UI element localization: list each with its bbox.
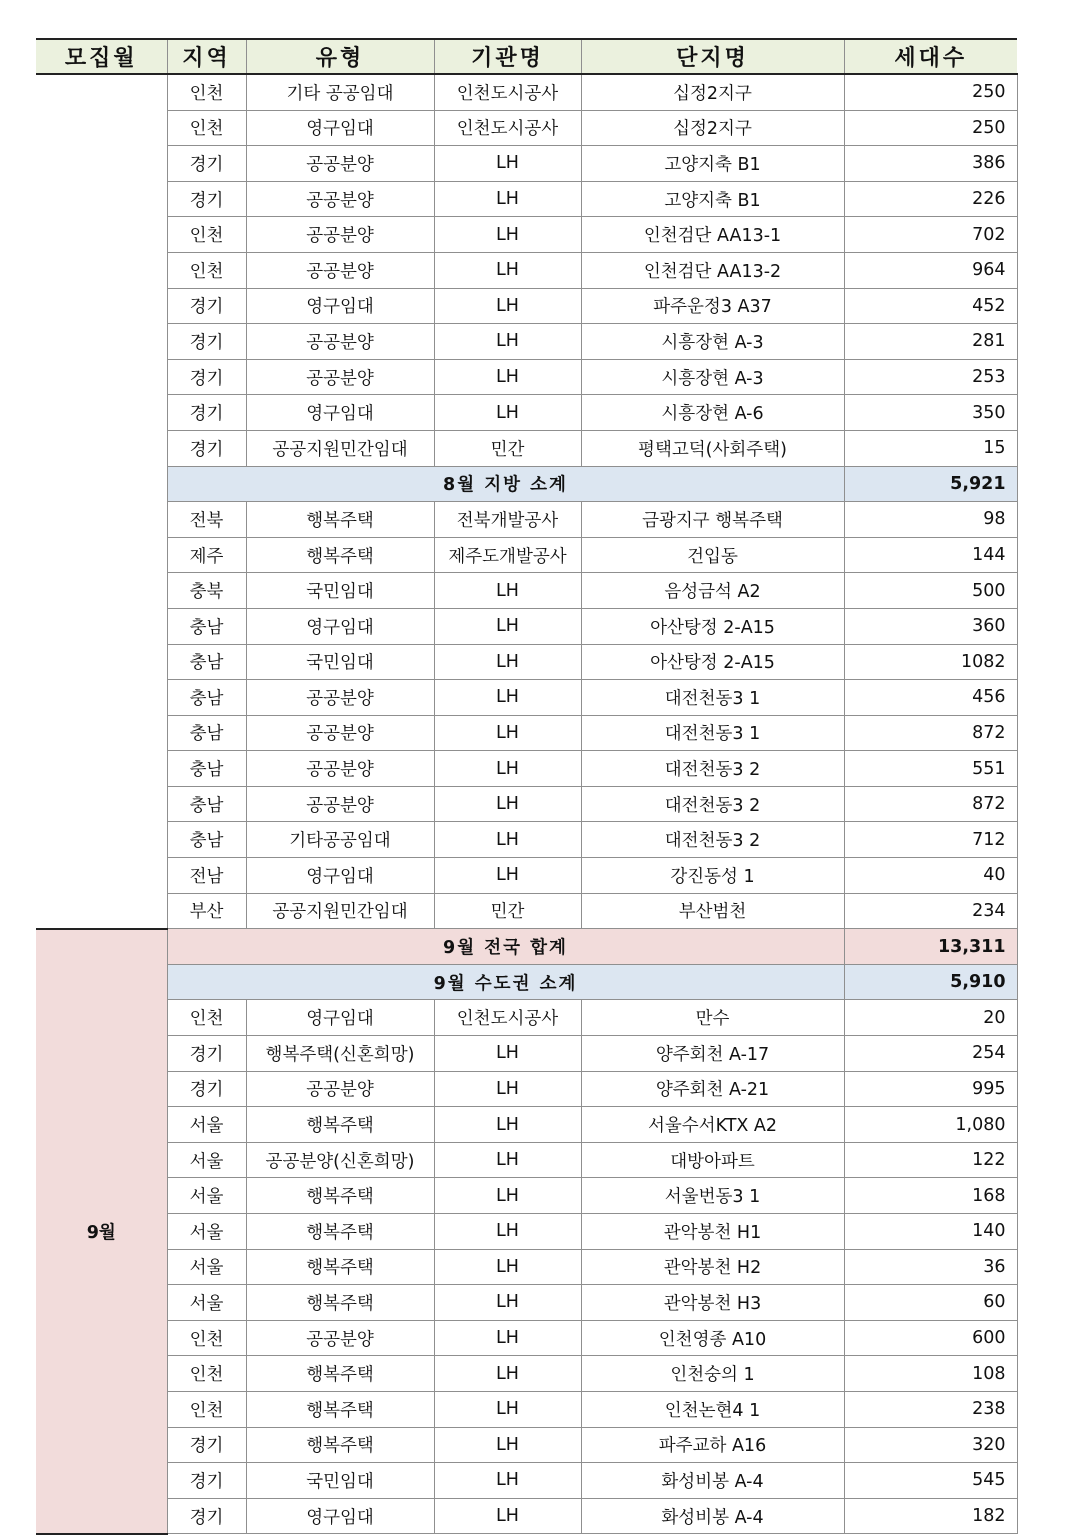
cell-agency: LH [434, 1142, 581, 1178]
cell-agency: LH [434, 1391, 581, 1427]
table-row [36, 537, 1017, 573]
header-type: 유형 [246, 39, 434, 74]
cell-households: 872 [844, 786, 1017, 822]
cell-type: 기타 공공임대 [246, 74, 434, 110]
cell-households: 872 [844, 715, 1017, 751]
month-cell: 9월 [36, 929, 167, 1534]
cell-households: 281 [844, 324, 1017, 360]
cell-agency: LH [434, 644, 581, 680]
cell-households: 1082 [844, 644, 1017, 680]
cell-agency: LH [434, 146, 581, 182]
cell-households: 98 [844, 502, 1017, 538]
cell-households: 168 [844, 1178, 1017, 1214]
table-row [36, 1214, 1017, 1250]
cell-complex: 부산범천 [581, 893, 844, 929]
cell-complex: 시흥장현 A-6 [581, 395, 844, 431]
cell-complex: 대전천동3 2 [581, 822, 844, 858]
cell-households: 36 [844, 1249, 1017, 1285]
table-row [36, 644, 1017, 680]
cell-region: 인천 [167, 1391, 246, 1427]
total-row-value: 13,311 [844, 929, 1017, 965]
table-row [36, 1000, 1017, 1036]
cell-complex: 시흥장현 A-3 [581, 359, 844, 395]
subtotal-row-value: 5,921 [844, 466, 1017, 502]
cell-agency: 전북개발공사 [434, 502, 581, 538]
cell-households: 452 [844, 288, 1017, 324]
cell-region: 부산 [167, 893, 246, 929]
cell-type: 국민임대 [246, 573, 434, 609]
cell-region: 충남 [167, 715, 246, 751]
table-row [36, 751, 1017, 787]
table-row [36, 1036, 1017, 1072]
cell-complex: 음성금석 A2 [581, 573, 844, 609]
cell-households: 995 [844, 1071, 1017, 1107]
table-row [36, 1249, 1017, 1285]
cell-households: 122 [844, 1142, 1017, 1178]
cell-type: 영구임대 [246, 1000, 434, 1036]
cell-complex: 만수 [581, 1000, 844, 1036]
cell-type: 공공분양 [246, 252, 434, 288]
cell-type: 영구임대 [246, 395, 434, 431]
cell-region: 경기 [167, 181, 246, 217]
header-month: 모집월 [36, 39, 167, 74]
cell-households: 551 [844, 751, 1017, 787]
cell-complex: 관악봉천 H3 [581, 1285, 844, 1321]
cell-complex: 평택고덕(사회주택) [581, 430, 844, 466]
cell-type: 공공분양 [246, 1320, 434, 1356]
cell-complex: 십정2지구 [581, 74, 844, 110]
cell-agency: 제주도개발공사 [434, 537, 581, 573]
cell-type: 영구임대 [246, 288, 434, 324]
cell-households: 144 [844, 537, 1017, 573]
table-row [36, 786, 1017, 822]
table-row [36, 1498, 1017, 1534]
subtotal-row [36, 466, 1017, 502]
cell-region: 서울 [167, 1142, 246, 1178]
cell-complex: 금광지구 행복주택 [581, 502, 844, 538]
cell-region: 충북 [167, 573, 246, 609]
subtotal-row-label: 8월 지방 소계 [167, 466, 844, 502]
header-agency: 기관명 [434, 39, 581, 74]
table-row [36, 1356, 1017, 1392]
subtotal-row-label: 9월 수도권 소계 [167, 964, 844, 1000]
cell-complex: 관악봉천 H2 [581, 1249, 844, 1285]
cell-region: 경기 [167, 324, 246, 360]
cell-region: 인천 [167, 1320, 246, 1356]
table-row [36, 288, 1017, 324]
cell-households: 60 [844, 1285, 1017, 1321]
cell-households: 238 [844, 1391, 1017, 1427]
cell-region: 서울 [167, 1178, 246, 1214]
total-row-label: 9월 전국 합계 [167, 929, 844, 965]
total-row [36, 929, 1017, 965]
cell-households: 140 [844, 1214, 1017, 1250]
cell-type: 행복주택 [246, 1249, 434, 1285]
cell-region: 충남 [167, 822, 246, 858]
header-complex: 단지명 [581, 39, 844, 74]
cell-region: 경기 [167, 1036, 246, 1072]
cell-agency: LH [434, 1214, 581, 1250]
cell-agency: 인천도시공사 [434, 110, 581, 146]
cell-complex: 양주회천 A-21 [581, 1071, 844, 1107]
cell-type: 국민임대 [246, 644, 434, 680]
table-row [36, 1071, 1017, 1107]
table-row [36, 359, 1017, 395]
table-row [36, 822, 1017, 858]
cell-region: 경기 [167, 1463, 246, 1499]
table-row [36, 146, 1017, 182]
table-row [36, 680, 1017, 716]
cell-type: 공공분양 [246, 786, 434, 822]
cell-complex: 아산탕정 2-A15 [581, 608, 844, 644]
table-row [36, 324, 1017, 360]
cell-households: 1,080 [844, 1107, 1017, 1143]
cell-agency: LH [434, 217, 581, 253]
cell-complex: 화성비봉 A-4 [581, 1498, 844, 1534]
cell-region: 인천 [167, 252, 246, 288]
header-region: 지역 [167, 39, 246, 74]
table-row [36, 858, 1017, 894]
cell-households: 712 [844, 822, 1017, 858]
cell-complex: 인천검단 AA13-2 [581, 252, 844, 288]
cell-type: 행복주택 [246, 1391, 434, 1427]
table-row [36, 430, 1017, 466]
cell-type: 기타공공임대 [246, 822, 434, 858]
cell-region: 충남 [167, 644, 246, 680]
cell-complex: 강진동성 1 [581, 858, 844, 894]
cell-households: 320 [844, 1427, 1017, 1463]
cell-households: 108 [844, 1356, 1017, 1392]
month-cell [36, 74, 167, 929]
table-row [36, 502, 1017, 538]
table-row [36, 1107, 1017, 1143]
cell-households: 350 [844, 395, 1017, 431]
cell-complex: 대전천동3 1 [581, 715, 844, 751]
cell-type: 행복주택 [246, 1107, 434, 1143]
cell-region: 전남 [167, 858, 246, 894]
cell-complex: 양주회천 A-17 [581, 1036, 844, 1072]
cell-type: 영구임대 [246, 1498, 434, 1534]
cell-households: 15 [844, 430, 1017, 466]
cell-agency: LH [434, 573, 581, 609]
cell-region: 충남 [167, 751, 246, 787]
table-row [36, 1427, 1017, 1463]
cell-region: 경기 [167, 395, 246, 431]
table-row [36, 573, 1017, 609]
cell-agency: LH [434, 1356, 581, 1392]
cell-agency: LH [434, 324, 581, 360]
cell-region: 인천 [167, 217, 246, 253]
cell-region: 서울 [167, 1285, 246, 1321]
cell-type: 행복주택 [246, 1178, 434, 1214]
cell-region: 충남 [167, 786, 246, 822]
cell-region: 인천 [167, 74, 246, 110]
table-row [36, 1142, 1017, 1178]
cell-agency: LH [434, 1463, 581, 1499]
cell-region: 전북 [167, 502, 246, 538]
cell-agency: LH [434, 181, 581, 217]
cell-type: 행복주택 [246, 1427, 434, 1463]
cell-households: 234 [844, 893, 1017, 929]
cell-agency: LH [434, 1320, 581, 1356]
cell-type: 공공분양 [246, 181, 434, 217]
cell-complex: 아산탕정 2-A15 [581, 644, 844, 680]
cell-agency: LH [434, 288, 581, 324]
cell-complex: 인천검단 AA13-1 [581, 217, 844, 253]
cell-region: 경기 [167, 359, 246, 395]
cell-households: 250 [844, 110, 1017, 146]
cell-complex: 대전천동3 2 [581, 751, 844, 787]
cell-agency: LH [434, 1107, 581, 1143]
cell-households: 702 [844, 217, 1017, 253]
cell-region: 경기 [167, 146, 246, 182]
cell-households: 360 [844, 608, 1017, 644]
cell-region: 서울 [167, 1249, 246, 1285]
header-row [36, 39, 1017, 74]
cell-complex: 시흥장현 A-3 [581, 324, 844, 360]
cell-type: 공공분양(신혼희망) [246, 1142, 434, 1178]
cell-region: 제주 [167, 537, 246, 573]
table-row [36, 608, 1017, 644]
cell-type: 공공분양 [246, 751, 434, 787]
cell-type: 공공분양 [246, 217, 434, 253]
cell-type: 행복주택 [246, 1356, 434, 1392]
cell-region: 충남 [167, 680, 246, 716]
cell-agency: LH [434, 608, 581, 644]
cell-complex: 서울번동3 1 [581, 1178, 844, 1214]
subtotal-row-value: 5,910 [844, 964, 1017, 1000]
cell-type: 공공분양 [246, 359, 434, 395]
cell-type: 공공분양 [246, 680, 434, 716]
header-households: 세대수 [844, 39, 1017, 74]
table-row [36, 74, 1017, 110]
cell-households: 545 [844, 1463, 1017, 1499]
table-row [36, 1285, 1017, 1321]
cell-complex: 서울수서KTX A2 [581, 1107, 844, 1143]
cell-complex: 고양지축 B1 [581, 146, 844, 182]
cell-complex: 인천영종 A10 [581, 1320, 844, 1356]
table-row [36, 395, 1017, 431]
cell-households: 226 [844, 181, 1017, 217]
cell-type: 공공지원민간임대 [246, 893, 434, 929]
cell-households: 254 [844, 1036, 1017, 1072]
table-row [36, 181, 1017, 217]
cell-type: 행복주택 [246, 537, 434, 573]
cell-agency: LH [434, 858, 581, 894]
cell-complex: 파주교하 A16 [581, 1427, 844, 1463]
cell-type: 영구임대 [246, 110, 434, 146]
cell-agency: 민간 [434, 893, 581, 929]
cell-households: 456 [844, 680, 1017, 716]
table-row [36, 1320, 1017, 1356]
cell-households: 182 [844, 1498, 1017, 1534]
table-row [36, 1178, 1017, 1214]
cell-agency: 민간 [434, 430, 581, 466]
cell-type: 국민임대 [246, 1463, 434, 1499]
cell-complex: 대전천동3 2 [581, 786, 844, 822]
cell-region: 경기 [167, 1427, 246, 1463]
cell-type: 공공분양 [246, 715, 434, 751]
cell-agency: 인천도시공사 [434, 1000, 581, 1036]
table-row [36, 110, 1017, 146]
cell-households: 386 [844, 146, 1017, 182]
cell-complex: 고양지축 B1 [581, 181, 844, 217]
cell-complex: 대전천동3 1 [581, 680, 844, 716]
cell-agency: LH [434, 1178, 581, 1214]
cell-complex: 인천숭의 1 [581, 1356, 844, 1392]
cell-agency: 인천도시공사 [434, 74, 581, 110]
cell-complex: 인천논현4 1 [581, 1391, 844, 1427]
cell-region: 인천 [167, 1000, 246, 1036]
cell-agency: LH [434, 715, 581, 751]
cell-agency: LH [434, 1427, 581, 1463]
cell-region: 경기 [167, 430, 246, 466]
table-row [36, 1391, 1017, 1427]
cell-complex: 파주운정3 A37 [581, 288, 844, 324]
cell-region: 충남 [167, 608, 246, 644]
cell-complex: 십정2지구 [581, 110, 844, 146]
table-row [36, 893, 1017, 929]
cell-agency: LH [434, 1498, 581, 1534]
cell-type: 영구임대 [246, 608, 434, 644]
cell-households: 250 [844, 74, 1017, 110]
cell-households: 253 [844, 359, 1017, 395]
cell-region: 서울 [167, 1107, 246, 1143]
cell-agency: LH [434, 751, 581, 787]
cell-region: 경기 [167, 1071, 246, 1107]
cell-complex: 관악봉천 H1 [581, 1214, 844, 1250]
cell-region: 서울 [167, 1214, 246, 1250]
cell-agency: LH [434, 395, 581, 431]
cell-agency: LH [434, 359, 581, 395]
cell-households: 964 [844, 252, 1017, 288]
cell-households: 600 [844, 1320, 1017, 1356]
cell-agency: LH [434, 1249, 581, 1285]
cell-households: 500 [844, 573, 1017, 609]
cell-agency: LH [434, 1071, 581, 1107]
cell-type: 행복주택 [246, 502, 434, 538]
table-row [36, 217, 1017, 253]
cell-complex: 화성비봉 A-4 [581, 1463, 844, 1499]
housing-supply-table [36, 38, 1018, 1535]
subtotal-row [36, 964, 1017, 1000]
cell-agency: LH [434, 1285, 581, 1321]
cell-type: 공공분양 [246, 1071, 434, 1107]
cell-agency: LH [434, 680, 581, 716]
table-row [36, 252, 1017, 288]
cell-agency: LH [434, 252, 581, 288]
cell-type: 공공분양 [246, 324, 434, 360]
cell-region: 인천 [167, 110, 246, 146]
cell-agency: LH [434, 1036, 581, 1072]
table-row [36, 715, 1017, 751]
cell-type: 공공지원민간임대 [246, 430, 434, 466]
cell-complex: 건입동 [581, 537, 844, 573]
cell-type: 영구임대 [246, 858, 434, 894]
cell-agency: LH [434, 786, 581, 822]
cell-complex: 대방아파트 [581, 1142, 844, 1178]
cell-type: 행복주택(신혼희망) [246, 1036, 434, 1072]
cell-type: 행복주택 [246, 1285, 434, 1321]
table-body [36, 74, 1017, 1534]
cell-type: 공공분양 [246, 146, 434, 182]
cell-region: 경기 [167, 1498, 246, 1534]
cell-region: 경기 [167, 288, 246, 324]
cell-region: 인천 [167, 1356, 246, 1392]
cell-type: 행복주택 [246, 1214, 434, 1250]
table-row [36, 1463, 1017, 1499]
cell-agency: LH [434, 822, 581, 858]
cell-households: 20 [844, 1000, 1017, 1036]
cell-households: 40 [844, 858, 1017, 894]
